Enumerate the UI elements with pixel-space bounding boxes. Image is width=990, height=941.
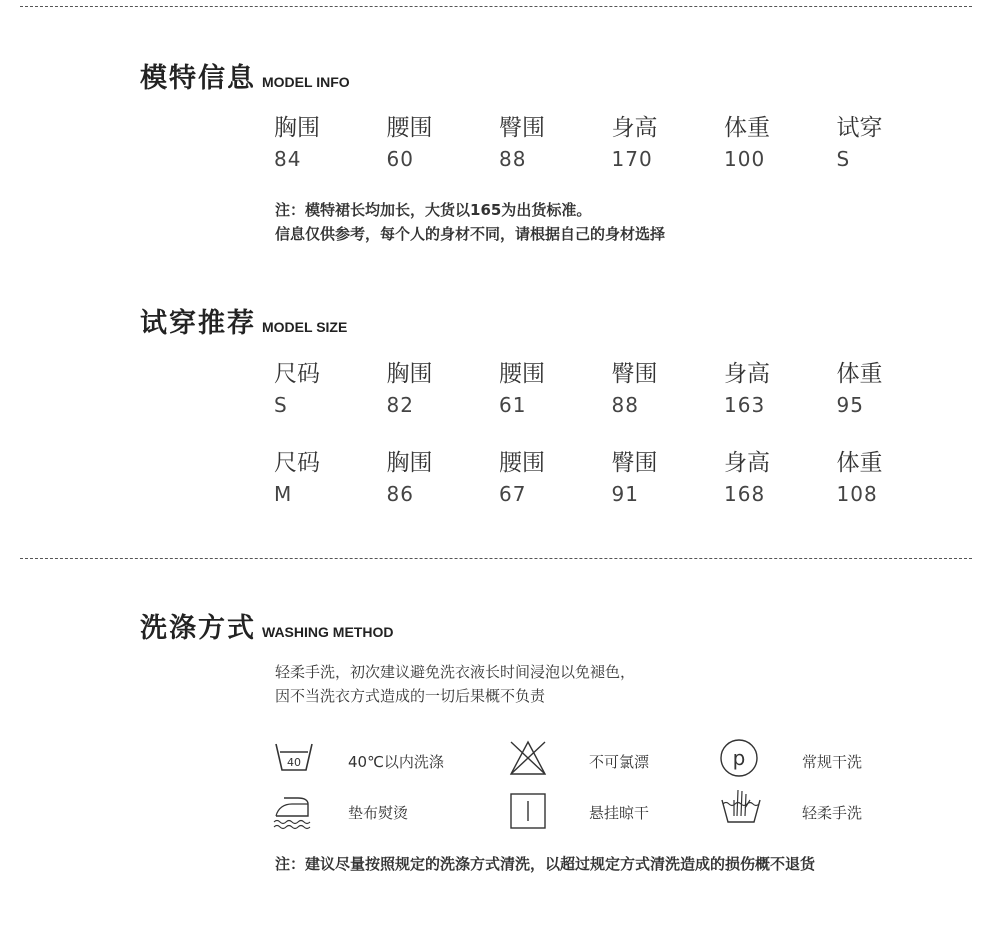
care-label-dry-clean: 常规干洗 [802, 753, 863, 771]
hand-wash-icon [720, 786, 762, 830]
care-label-hang-dry: 悬挂晾干 [589, 804, 650, 822]
header-cell: 胸围 [386, 450, 433, 476]
header-cell: 身高 [724, 450, 770, 476]
value-cell: 170 [611, 147, 653, 171]
value-cell: 88 [499, 147, 527, 171]
iron-with-cloth-icon [272, 790, 314, 834]
value-cell: 61 [499, 393, 527, 417]
value-cell: M [274, 482, 293, 506]
header-cell: 胸围 [386, 361, 433, 387]
dry-clean-p-icon [718, 738, 760, 782]
model-info-table [274, 112, 974, 174]
value-cell: S [836, 147, 851, 171]
model-info-note [275, 198, 665, 246]
top-divider [20, 6, 972, 7]
header-cell: 胸围 [274, 115, 320, 141]
care-label-hand-wash: 轻柔手洗 [802, 804, 863, 822]
care-label-iron: 垫布熨烫 [348, 804, 409, 822]
header-cell: 试穿 [836, 115, 883, 141]
washing-description [275, 660, 635, 708]
model-size-value-row [274, 479, 974, 509]
wash-40-icon [274, 740, 314, 778]
no-bleach-icon [507, 738, 549, 782]
hang-dry-icon [510, 793, 546, 833]
value-cell: 82 [386, 393, 414, 417]
model-size-title-en: MODEL SIZE [262, 319, 348, 335]
header-cell: 腰围 [499, 361, 545, 387]
value-cell: 163 [724, 393, 766, 417]
header-cell: 身高 [724, 361, 770, 387]
model-size-header-row [274, 447, 974, 479]
header-cell: 臀围 [611, 361, 658, 387]
model-info-title-zh: 模特信息 [140, 63, 256, 94]
value-cell: 108 [836, 482, 878, 506]
model-size-header-row [274, 358, 974, 390]
middle-divider [20, 558, 972, 559]
header-cell: 体重 [836, 450, 883, 476]
value-cell: 86 [386, 482, 414, 506]
value-cell: 91 [611, 482, 639, 506]
wash-temp-text: 40 [287, 756, 301, 769]
value-cell: 95 [836, 393, 864, 417]
header-cell: 体重 [724, 115, 770, 141]
washing-desc-line2: 因不当洗衣方式造成的一切后果概不负责 [275, 687, 546, 705]
value-cell: 88 [611, 393, 639, 417]
washing-title-zh: 洗涤方式 [140, 613, 256, 644]
care-label-no-bleach: 不可氯漂 [589, 753, 650, 771]
value-cell: 168 [724, 482, 766, 506]
model-info-note-line1: 注：模特裙长均加长，大货以165为出货标准。 [275, 201, 592, 219]
value-cell: 84 [274, 147, 302, 171]
model-size-table-1 [274, 358, 974, 420]
value-cell: 67 [499, 482, 527, 506]
header-cell: 身高 [611, 115, 658, 141]
care-label-wash-40: 40℃以内洗涤 [348, 753, 444, 771]
header-cell: 腰围 [386, 115, 433, 141]
model-info-value-row [274, 144, 974, 174]
dry-clean-letter: p [732, 746, 746, 770]
model-info-header-row [274, 112, 974, 144]
header-cell: 腰围 [499, 450, 545, 476]
value-cell: S [274, 393, 288, 417]
value-cell: 60 [386, 147, 414, 171]
header-cell: 尺码 [274, 361, 320, 387]
washing-title [140, 606, 393, 645]
model-size-table-2 [274, 447, 974, 509]
washing-note: 注：建议尽量按照规定的洗涤方式清洗，以超过规定方式清洗造成的损伤概不退货 [275, 855, 816, 873]
header-cell: 臀围 [499, 115, 545, 141]
model-info-title-en: MODEL INFO [262, 74, 350, 90]
header-cell: 尺码 [274, 450, 320, 476]
header-cell: 臀围 [611, 450, 658, 476]
model-info-note-line2: 信息仅供参考，每个人的身材不同，请根据自己的身材选择 [275, 225, 666, 243]
model-size-title-zh: 试穿推荐 [140, 308, 256, 339]
model-size-value-row [274, 390, 974, 420]
value-cell: 100 [724, 147, 766, 171]
washing-desc-line1: 轻柔手洗，初次建议避免洗衣液长时间浸泡以免褪色， [275, 663, 636, 681]
washing-title-en: WASHING METHOD [262, 624, 394, 640]
model-info-title [140, 56, 350, 95]
model-size-title [140, 301, 347, 340]
header-cell: 体重 [836, 361, 883, 387]
